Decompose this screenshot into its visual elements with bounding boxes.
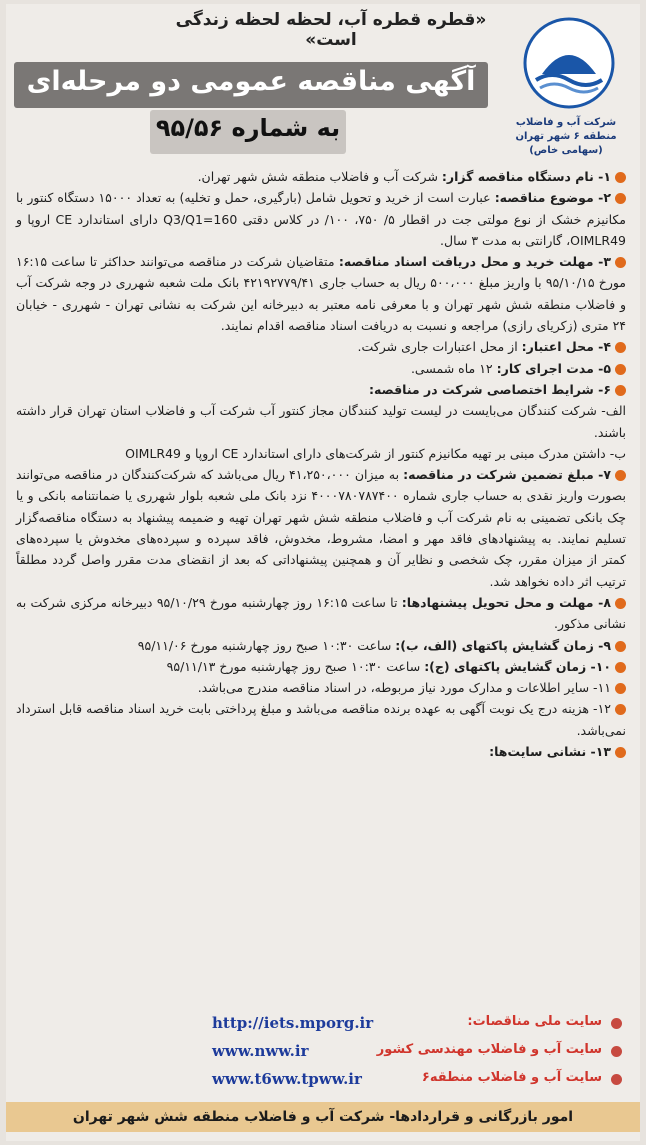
bullet-icon — [611, 1074, 622, 1085]
item-text: ۱۲ ماه شمسی. — [410, 360, 497, 376]
site-url-link[interactable]: www.nww.ir — [212, 1042, 309, 1060]
bullet-icon — [615, 704, 626, 715]
site-label: سایت آب و فاضلاب منطقه۶ — [421, 1070, 602, 1085]
item-10 — [16, 656, 626, 677]
item-text: به میزان ۴۱،۲۵۰،۰۰۰ ریال می‌باشد که شرکت‌کنندگان در مناقصه می‌توانند بصورت واریز نقدی به حساب جاری شماره ۴۰۰۰۷۸۰۷۸۷۴۰۰ نزد بانک ملی شعبه بلوار شهرری یا ضمانتنامه بانکی و یا چک بانکی تضمینی به نام شرکت آب و فاضلاب منطقه شش شهر تهران تهیه و ضمیمه پیشنهاد به دستگاه مناقصه‌گزار تسلیم نمایند. به پیشنهادهای فاقد مهر و امضا، مشروط، مخدوش، فاقد سپرده و سپرده‌های مخدوش یا سپرده‌های کمتر از میزان مقرر، چک شخصی و نظایر آن و همچنین پیشنهاداتی که بعد از انقضای مدت مقرر واصل گردد مطلقاً ترتیب اثر داده نخواهد شد. — [16, 467, 626, 589]
bullet-icon — [615, 257, 626, 268]
slogan: «قطره قطره آب، لحظه لحظه زندگی است» — [175, 10, 487, 50]
bullet-icon — [615, 385, 626, 396]
bullet-icon — [615, 342, 626, 353]
company-logo — [500, 16, 632, 176]
logo-line-1: شرکت آب و فاضلاب — [515, 117, 617, 128]
site-row-tenders — [16, 1014, 626, 1036]
bullet-icon — [615, 172, 626, 183]
site-url-link[interactable]: www.t6ww.tpww.ir — [212, 1070, 362, 1088]
item-text: الف- شرکت کنندگان می‌بایست در لیست تولید کنندگان مجاز کنتور آب شرکت آب و فاضلاب استان تهران قرار داشته باشند. — [16, 403, 626, 440]
logo-line-2: منطقه ۶ شهر تهران — [515, 131, 617, 142]
bullet-icon — [615, 598, 626, 609]
item-heading: ۷- مبلغ تضمین شرکت در مناقصه: — [403, 467, 611, 483]
item-heading: ۳- مهلت خرید و محل دریافت اسناد مناقصه: — [338, 254, 611, 270]
site-label: سایت ملی مناقصات: — [467, 1014, 602, 1029]
item-6-a — [16, 400, 626, 443]
bullet-icon — [615, 364, 626, 375]
item-12 — [16, 698, 626, 741]
bullet-icon — [615, 641, 626, 652]
item-text: از محل اعتبارات جاری شرکت. — [357, 339, 522, 355]
bullet-icon — [611, 1018, 622, 1029]
water-drop-logo-icon — [522, 16, 616, 110]
item-heading: ۱۰- زمان گشایش پاکتهای (ج): — [424, 658, 611, 674]
item-heading: ۱- نام دستگاه مناقصه گزار: — [441, 169, 611, 184]
item-heading: ۲- موضوع مناقصه: — [494, 190, 611, 206]
item-8 — [16, 592, 626, 635]
item-heading: ۶- شرایط اختصاصی شرکت در مناقصه: — [369, 381, 611, 397]
item-heading: ۹- زمان گشایش پاکتهای (الف، ب): — [395, 637, 611, 653]
item-text: ساعت ۱۰:۳۰ صبح روز چهارشنبه مورخ ۹۵/۱۱/۰۶ — [137, 637, 396, 653]
site-label: سایت آب و فاضلاب مهندسی کشور — [376, 1042, 602, 1057]
item-6-b — [16, 443, 626, 464]
item-text: شرکت آب و فاضلاب منطقه شش شهر تهران. — [197, 169, 442, 184]
site-row-nww — [16, 1042, 626, 1064]
item-6 — [16, 379, 626, 400]
site-row-region6 — [16, 1070, 626, 1092]
item-7 — [16, 464, 626, 592]
item-heading: ۸- مهلت و محل تحویل پیشنهادها: — [401, 594, 611, 610]
bullet-icon — [615, 683, 626, 694]
bullet-icon — [615, 193, 626, 204]
bullet-icon — [611, 1046, 622, 1057]
logo-company-name — [504, 116, 628, 158]
item-text: عبارت است از خرید و تحویل شامل (بارگیری، حمل و تخلیه) به تعداد ۱۵۰۰۰ دستگاه کنتور با مکانیزم خشک از نوع مولتی جت در اقطار ۵/ ۷۵۰، ۱۰۰/ در کلاس دقتی Q3/Q1=160 دارای استاندارد CE اروپا و OIMLR49، گارانتی به مدت ۳ سال. — [16, 190, 626, 248]
item-text: ۱۱- سایر اطلاعات و مدارک مورد نیاز مربوطه، در اسناد مناقصه مندرج می‌باشد. — [197, 680, 611, 696]
ad-body — [16, 166, 626, 762]
item-5 — [16, 358, 626, 379]
bullet-icon — [615, 662, 626, 673]
bullet-icon — [615, 470, 626, 481]
item-9 — [16, 635, 626, 656]
item-1 — [16, 166, 626, 187]
websites-list — [16, 1006, 626, 1110]
item-text: ۱۲- هزینه درج یک نوبت آگهی به عهده برنده مناقصه می‌باشد و مبلغ پرداختی بابت خرید اسناد مناقصه قابل استرداد نمی‌باشد. — [16, 701, 626, 738]
footer-band: امور بازرگانی و قراردادها- شرکت آب و فاضلاب منطقه شش شهر تهران — [6, 1102, 640, 1132]
item-2 — [16, 187, 626, 251]
site-url-link[interactable]: http://iets.mporg.ir — [212, 1014, 374, 1032]
item-3 — [16, 251, 626, 336]
item-11 — [16, 677, 626, 698]
item-text: متقاضیان شرکت در مناقصه می‌توانند حداکثر تا ساعت ۱۶:۱۵ مورخ ۹۵/۱۰/۱۵ با واریز مبلغ ۵۰۰،۰۰۰ ریال به حساب جاری ۴۲۱۹۲۷۷۹/۴۱ بانک ملت شعبه شهرری در وجه شرکت آب و فاضلاب منطقه شش شهر تهران و با معرفی نامه معتبر به دبیرخانه این شرکت به نشانی تهران - شهرری - خیابان ۲۴ متری (زکریای رازی) مراجعه و نسبت به دریافت اسناد مناقصه اقدام نمایند. — [16, 254, 627, 334]
item-4 — [16, 336, 626, 357]
item-text: تا ساعت ۱۶:۱۵ روز چهارشنبه مورخ ۹۵/۱۰/۲۹ دبیرخانه مرکزی شرکت به نشانی مذکور. — [16, 594, 626, 632]
ad-title: آگهی مناقصه عمومی دو مرحله‌ای — [26, 66, 476, 97]
item-text: ساعت ۱۰:۳۰ صبح روز چهارشنبه مورخ ۹۵/۱۱/۱۳ — [166, 658, 425, 674]
item-heading: ۱۳- نشانی سایت‌ها: — [489, 744, 611, 760]
item-13 — [16, 741, 626, 762]
logo-line-3: (سهامی خاص) — [529, 145, 603, 156]
item-heading: ۵- مدت اجرای کار: — [496, 360, 611, 376]
tender-number: به شماره ۹۵/۵۶ — [155, 114, 341, 142]
bullet-icon — [615, 747, 626, 758]
item-heading: ۴- محل اعتبار: — [521, 339, 611, 355]
item-text: ب- داشتن مدرک مبنی بر تهیه مکانیزم کنتور از شرکت‌های دارای استاندارد CE اروپا و OIMLR49 — [125, 445, 626, 461]
